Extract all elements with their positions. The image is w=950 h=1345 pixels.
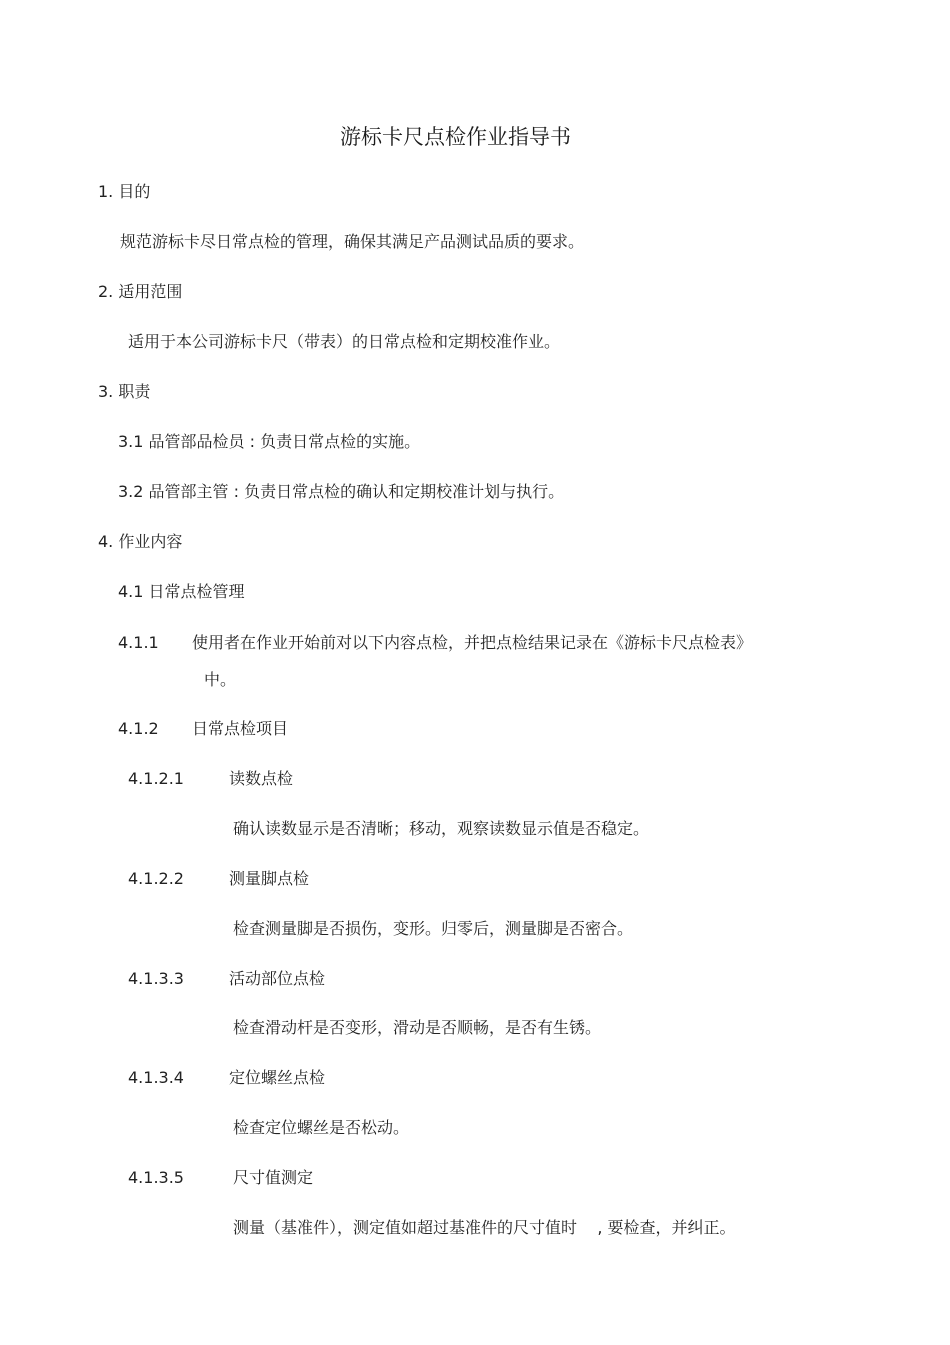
section-heading-responsibility: 3. 职责	[98, 382, 151, 401]
page-title: 游标卡尺点检作业指导书	[340, 125, 571, 149]
item-label-screw-check: 定位螺丝点检	[229, 1068, 326, 1087]
subsection-heading-daily-check: 4.1 日常点检管理	[118, 582, 245, 601]
item-desc-jaw-check: 检查测量脚是否损伤，变形。归零后，测量脚是否密合。	[233, 919, 634, 938]
item-desc-screw-check: 检查定位螺丝是否松动。	[233, 1118, 410, 1137]
item-text-4-1-1: 使用者在作业开始前对以下内容点检，并把点检结果记录在《游标卡尺点检表》	[192, 633, 753, 652]
section-heading-scope: 2. 适用范围	[98, 282, 183, 301]
item-text-4-1-2: 日常点检项目	[192, 719, 289, 738]
item-desc-reading-check: 确认读数显示是否清晰；移动，观察读数显示值是否稳定。	[233, 819, 650, 838]
item-label-dimension-measurement: 尺寸值测定	[233, 1168, 314, 1187]
item-number-4-1-3-3: 4.1.3.3	[128, 969, 184, 988]
item-number-4-1-2-1: 4.1.2.1	[128, 769, 184, 788]
item-number-4-1-1: 4.1.1	[118, 633, 159, 652]
item-number-4-1-2-2: 4.1.2.2	[128, 869, 184, 888]
item-number-4-1-3-4: 4.1.3.4	[128, 1068, 184, 1087]
item-label-moving-part-check: 活动部位点检	[229, 969, 326, 988]
responsibility-item-supervisor: 3.2 品管部主管 : 负责日常点检的确认和定期校准计划与执行。	[118, 482, 565, 501]
section-body-scope: 适用于本公司游标卡尺（带表）的日常点检和定期校准作业。	[128, 332, 561, 351]
item-label-reading-check: 读数点检	[229, 769, 294, 788]
item-number-4-1-2: 4.1.2	[118, 719, 159, 738]
responsibility-item-inspector: 3.1 品管部品检员 : 负责日常点检的实施。	[118, 432, 421, 451]
section-heading-procedure: 4. 作业内容	[98, 532, 183, 551]
item-desc-dimension-measurement: 测量（基准件），测定值如超过基准件的尺寸值时 , 要检查，并纠正。	[233, 1218, 736, 1237]
section-heading-purpose: 1. 目的	[98, 182, 151, 201]
section-body-purpose: 规范游标卡尽日常点检的管理，确保其满足产品测试品质的要求。	[120, 232, 585, 251]
item-number-4-1-3-5: 4.1.3.5	[128, 1168, 184, 1187]
item-label-jaw-check: 测量脚点检	[229, 869, 310, 888]
item-desc-moving-part-check: 检查滑动杆是否变形，滑动是否顺畅，是否有生锈。	[233, 1018, 602, 1037]
item-text-4-1-1-continued: 中。	[204, 670, 237, 689]
